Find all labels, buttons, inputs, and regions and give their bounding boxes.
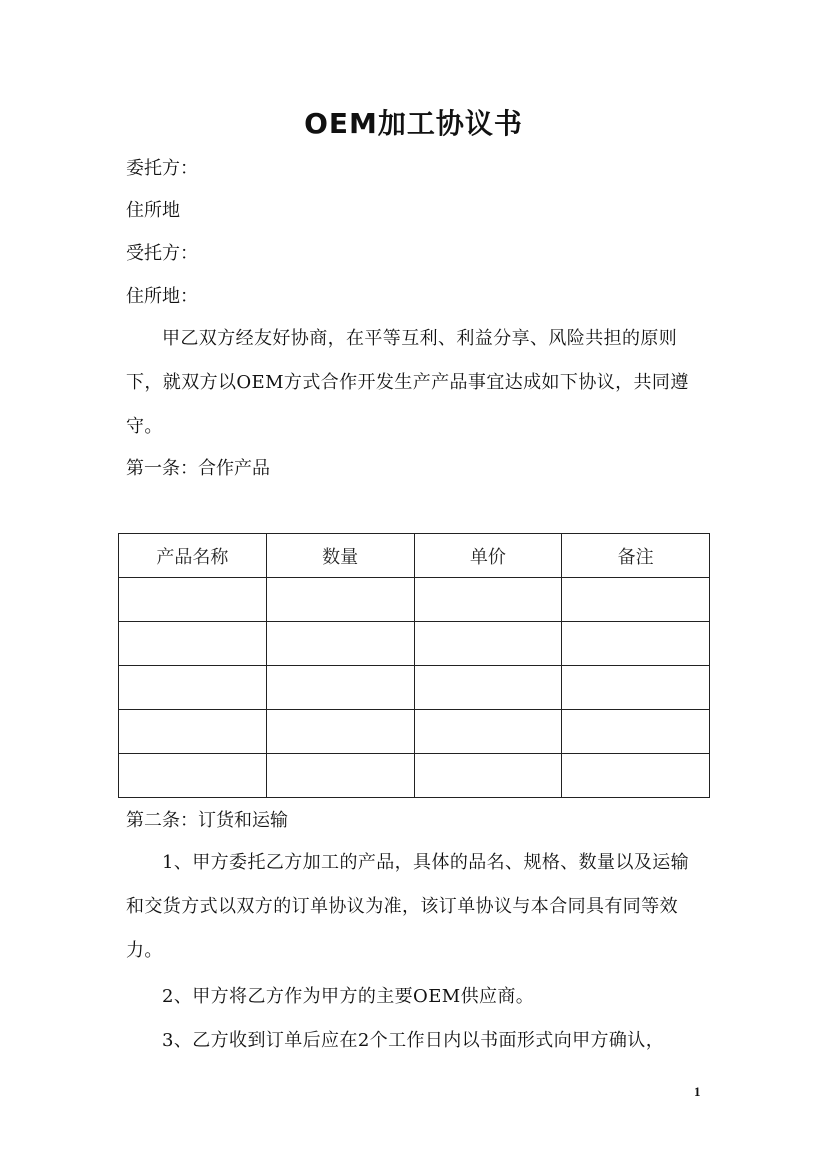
table-cell (119, 666, 267, 710)
table-cell (414, 710, 562, 754)
table-cell (119, 710, 267, 754)
table-cell (562, 754, 710, 798)
table-cell (562, 578, 710, 622)
contractor-label: 受托方： (126, 243, 198, 264)
table-cell (414, 578, 562, 622)
article2-clause-3: 3、乙方收到订单后应在2个工作日内以书面形式向甲方确认， (162, 1030, 665, 1051)
table-cell (562, 666, 710, 710)
header-quantity: 数量 (266, 534, 414, 578)
table-cell (562, 622, 710, 666)
table-row (119, 754, 710, 798)
table-row (119, 710, 710, 754)
product-table (118, 533, 710, 798)
header-remarks: 备注 (562, 534, 710, 578)
table-cell (266, 710, 414, 754)
document-title: OEM加工协议书 (304, 107, 523, 140)
table-cell (119, 754, 267, 798)
table-row (119, 578, 710, 622)
table-row (119, 622, 710, 666)
header-unit-price: 单价 (414, 534, 562, 578)
article1-heading: 第一条：合作产品 (126, 458, 270, 479)
table-cell (266, 666, 414, 710)
table-cell (266, 622, 414, 666)
table-cell (562, 710, 710, 754)
table-cell (266, 578, 414, 622)
table-row (119, 666, 710, 710)
client-address-label: 住所地 (126, 200, 180, 221)
article2-heading: 第二条：订货和运输 (126, 810, 288, 831)
contractor-address-label: 住所地： (126, 286, 198, 307)
preamble-paragraph: 甲乙双方经友好协商，在平等互利、利益分享、风险共担的原则下，就双方以OEM方式合作开发生产产品事宜达成如下协议，共同遵守。 (126, 328, 689, 437)
table-cell (414, 622, 562, 666)
table-cell (414, 754, 562, 798)
table-header-row (119, 534, 710, 578)
client-label: 委托方： (126, 158, 198, 179)
article2-clause-2: 2、甲方将乙方作为甲方的主要OEM供应商。 (162, 986, 535, 1007)
table-cell (119, 578, 267, 622)
table-cell (266, 754, 414, 798)
header-product-name: 产品名称 (119, 534, 267, 578)
article2-clause-1: 1、甲方委托乙方加工的产品，具体的品名、规格、数量以及运输和交货方式以双方的订单协议为准，该订单协议与本合同具有同等效力。 (126, 852, 690, 961)
table-cell (414, 666, 562, 710)
page-number: 1 (694, 1084, 701, 1099)
table-cell (119, 622, 267, 666)
